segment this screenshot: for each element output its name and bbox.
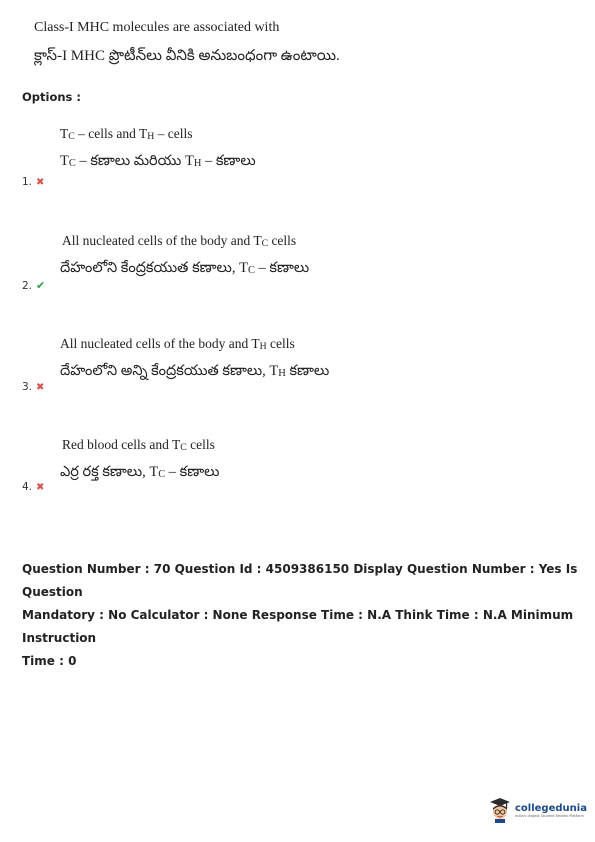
logo-name: collegedunia <box>515 802 587 814</box>
meta-line-2: Mandatory : No Calculator : None Response Time : N.A Think Time : N.A Minimum Instruction <box>22 608 574 645</box>
option-3-number: 3. ✖ <box>22 381 45 393</box>
option-4-number: 4. ✖ <box>22 481 45 493</box>
option-2-number: 2. ✔ <box>22 279 46 292</box>
option-1-number: 1. ✖ <box>22 176 45 188</box>
option-4-telugu: ఎర్ర రక్త కణాలు, $T_C$ – కణాలు <box>60 464 220 481</box>
option-3-english: All nucleated cells of the body and $T_H$ cells <box>60 336 295 352</box>
options-label: Options : <box>22 90 81 104</box>
correct-check-icon: ✔ <box>36 279 46 292</box>
collegedunia-logo <box>489 797 587 823</box>
option-2-telugu: దేహంలోని కేంద్రకయుత కణాలు, $T_C$ – కణాలు <box>60 260 310 277</box>
question-text-english: Class-I MHC molecules are associated with <box>34 20 280 35</box>
option-4-english: Red blood cells and $T_C$ cells <box>62 437 215 453</box>
option-3-telugu: దేహంలోని అన్ని కేంద్రకయుత కణాలు, $T_H$ కణాలు <box>60 363 330 380</box>
graduate-mascot-icon <box>489 797 511 823</box>
logo-tagline: India's largest Student Review Platform <box>515 813 584 818</box>
question-meta <box>22 558 582 673</box>
meta-line-3: Time : 0 <box>22 654 77 668</box>
question-text-telugu: క్లాస్-I MHC ప్రొటీన్‌లు వీనికి అనుబంధంగా ఉంటాయి. <box>34 48 340 64</box>
option-2-english: All nucleated cells of the body and $T_C$ cells <box>62 233 297 249</box>
meta-line-1: Question Number : 70 Question Id : 4509386150 Display Question Number : Yes Is Question <box>22 562 578 599</box>
wrong-mark-icon: ✖ <box>36 381 45 393</box>
wrong-mark-icon: ✖ <box>36 176 45 188</box>
option-1-telugu: $T_C$ – కణాలు మరియు $T_H$ – కణాలు <box>60 153 256 170</box>
option-1-english: $T_C$ – cells and $T_H$ – cells <box>60 126 193 142</box>
wrong-mark-icon: ✖ <box>36 481 45 493</box>
